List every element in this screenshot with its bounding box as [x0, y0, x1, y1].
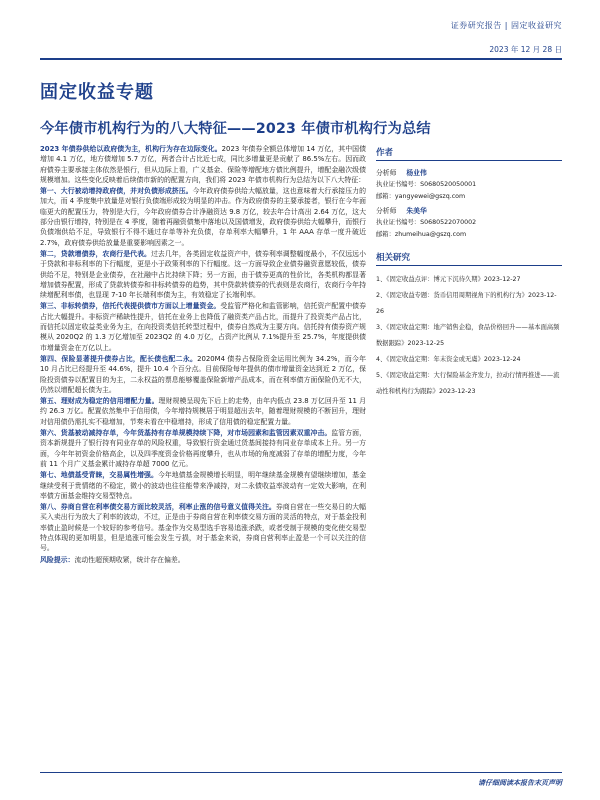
- report-category: 证券研究报告 | 固定收益研究: [450, 21, 562, 30]
- body-paragraph: 第七、地债基受青睐，交易属性增强。今年地债基金规模增长明显，明年继续基金规模有望继续增加，基金继续受利于贵情绪的不稳定，微小的波动也往往能带来净减持，对二永债收益率波动有一定效大影响，在利率债方面基金维持交易型特点。: [40, 471, 367, 500]
- author-role: 分析师: [376, 207, 397, 215]
- related-item[interactable]: 3、《固定收益定期：地产销售企稳，食品价格回升——基本面高频数据跟踪》2023-12-25: [376, 324, 560, 347]
- authors-heading: 作者: [376, 146, 562, 161]
- author-email[interactable]: 邮箱：zhumeihua@gszq.com: [376, 231, 467, 238]
- related-list: [376, 272, 562, 400]
- body-paragraph: 第一、大行被动增持政府债，并对负债形成挤压。今年政府债券供给大幅放量，这也意味着大行承接压力的加大，而 4 季度集中放量是对银行负债端形成较为明显的冲击。作为政府债券的主要承接者，银行在今年面临更大的配置压力，特别是大行，今年政府债券合计净融资达 9.8 万亿，较去年合计高出 2.64 万亿，这大部分由银行增持，特别是在 4 季度，随着再融资债集中落地以及国债增发，政府债券供给大幅攀升，而银行负债端供给不足，导致银行不得不通过存单等补充负债，存单利率大幅攀升，1 年 AAA 存单一度升破近 2.7%，政府债券供给放量是重要影响因素之一。: [40, 187, 367, 247]
- author-license: 执业证书编号：S0680520050001: [376, 181, 477, 188]
- header-divider: [40, 58, 562, 60]
- related-item[interactable]: 5、《固定收益定期：大行保险基金齐发力，拉动行情再推进——流动性和机构行为跟踪》2023-12-23: [376, 372, 560, 395]
- author-email[interactable]: 邮箱：yangyewei@gszq.com: [376, 193, 466, 200]
- sidebar: [376, 146, 562, 400]
- author-block: [376, 205, 562, 241]
- summary-body: [40, 144, 366, 566]
- body-paragraph: 第三、非标转债券，信托代表提供债市方面以上增量资金。受监管严格化和监管影响，信托资产配置中债券占比大幅提升。非标资产稀缺性提升，信托在业务上也降低了融资类产品占比，而提升了投资类产品占比，而信托以固定收益类业务为主，在向投资类信托转型过程中，债券自然成为主要方向。信托持有债券资产规模从 2020Q2 的 1.3 万亿增加至 2023Q2 的 4.0 万亿，占资产比例从 7.1%提升至 25.7%，年度提供债市增量资金在万亿以上。: [40, 302, 367, 352]
- body-paragraph: 第五、理财成为稳定的信用增配力量。理财规模呈现先下后上的走势，由年内低点 23.8 万亿回升至 11 月约 26.3 万亿。配置依然集中于信用债，今年增持规模居于明显超出去年，随着理财规模的不断回升，理财对信用债仍需扎实不稳增加，节奏未看在中稳增持，形成了信用债的稳定配置力量。: [40, 397, 366, 426]
- body-paragraph: 2023 年债券供给以政府债为主，机构行为存在边际变化。2023 年债券全额总体增加 14 万亿，其中国债增加 4.1 万亿，地方债增加 5.7 万亿，两者合计占比近七成，同比多增量更是贡献了 86.5%左右。因而政府债券主要承接主体依然是银行，但从边际上看，广义基金、保险等增配地方债比例提升，增配金融次级债规模增加。这些变化反映着后续债市新的的配置方向，我们将 2023 年债市机构行为总结为以下八大特征：: [40, 145, 367, 184]
- author-block: [376, 167, 562, 203]
- author-license: 执业证书编号：S0680522070002: [376, 219, 477, 226]
- related-heading: 相关研究: [376, 251, 562, 266]
- report-date: 2023 年 12 月 28 日: [489, 45, 562, 54]
- related-item[interactable]: 4、《固定收益定期：年末资金或无虞》2023-12-24: [376, 356, 521, 363]
- related-item[interactable]: 1、《固定收益点评：博元下沉待久期》2023-12-27: [376, 276, 521, 283]
- author-name: 朱美华: [406, 207, 427, 215]
- main-title: 今年债市机构行为的八大特征——2023 年债市机构行为总结: [40, 121, 431, 137]
- body-paragraph: 第四、保险显著提升债券占比，配长债也配二永。2020M4 债券占保险资金运用比例为 34.2%，而今年 10 月占比已经提升至 44.6%，提升 10.4 个百分点。目前保险每年提供的债市增量资金达到近 2 万亿，保险投资债券以配置目的为主，二永权益的票息能够覆盖保险新增产品成本，而在利率债方面保险仍无不大，仍然以增配超长债为主。: [40, 354, 367, 394]
- author-name: 杨业伟: [406, 169, 427, 177]
- body-paragraph: 第二，贷款增债券，农商行是代表。过去几年，各类固定收益资产中，债券利率调整幅度最小，不仅远远小于贷款和非标利率的下行幅度，更是小于政策利率的下行幅度。这一方面导致企业债券融资意愿较低，债券供给不足，特别是企业债券，在社融中占比持续下降；另一方面，由于债券更高的性价比，各类机构都显著增加债券配置，形成了贷款转债券和非标转债券的趋势，其中贷款转债券的代表则是农商行，农商行今年持续增配利率债，也显现 7-10 年长端利率债为主，有效稳定了长端利率。: [40, 249, 367, 300]
- body-paragraph: 第八、券商自营在利率债交易方面比较灵活，利率止涨的信号意义值得关注。券商自营在一些交易日的大幅买入卖出行为放大了利率的波动，不过，正是由于券商自营在利率债交易方面的灵活的特点，对于基金投利率债止盈时候是一个较好的参考信号。基金作为交易型选手容易追涨杀跌，或者受制于规模的变化使交易型特点体现的更加明显，但是追涨可能会发生亏损，对于基金来说，券商自营利率止盈是一个可以关注的信号。: [40, 503, 367, 553]
- series-title: 固定收益专题: [40, 82, 154, 103]
- footer-divider: [40, 772, 562, 773]
- related-item[interactable]: 2、《固定收益专题：货币信用周期视角下的机构行为》2023-12-26: [376, 292, 557, 315]
- footer-disclaimer: 请仔细阅读本报告末页声明: [478, 779, 562, 787]
- body-paragraph: 第六、货基被动减持存单，今年货基持有存单规模持续下降，对市场园素和监管因素双重冲击。监管方面，资本新规提升了银行持有同业存单的风险权重，导致银行资金通过货基间接持有同业存单成本上升。另一方面，今年年初资金价格高企，以及四季度资金价格再度攀升，也从市场的角度减弱了存单的增配力度，今年前 11 个月广义基金累计减持存单超 7000 亿元。: [40, 429, 366, 468]
- author-role: 分析师: [376, 169, 397, 177]
- risk-note: 风险提示：流动性超预期收紧，统计存在偏差。: [40, 555, 185, 564]
